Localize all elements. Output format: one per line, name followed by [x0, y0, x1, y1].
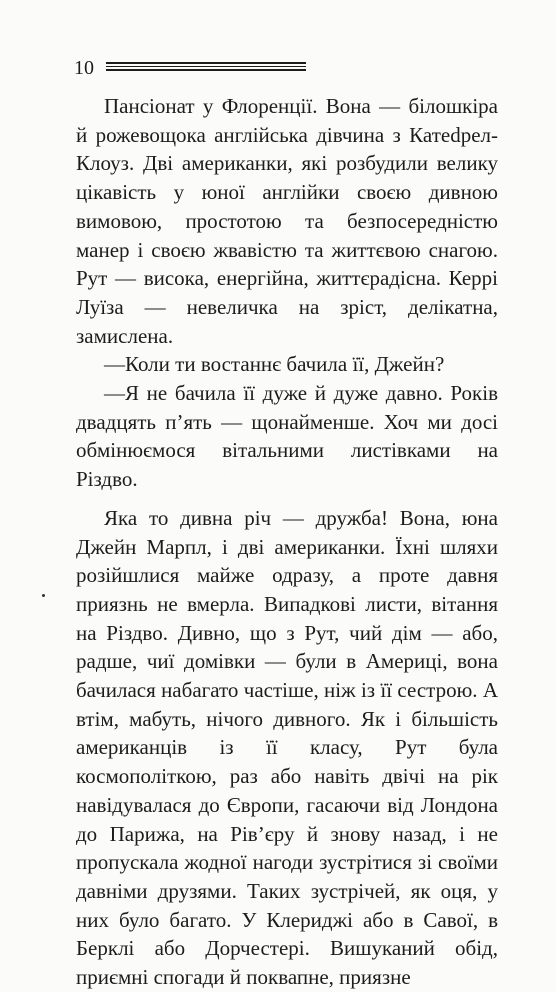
header-rule-line [106, 62, 306, 64]
body-text [76, 92, 498, 992]
paragraph-pension-florence: Пансіонат у Флоренції. Вона — білошкіра й рожевощока англійська дівчина з Катеdрел-Клоуз. Дві американки, які розбудили велику цікавість у юної англійки своєю дивною вимовою, простотою та безпосередністю манер і своєю жвавістю та життєвою снагою. Рут — висока, енергійна, життєрадісна. Керрі Луїза — невеличка на зріст, делікатна, замислена. [76, 94, 498, 348]
header-rule-line [106, 66, 306, 67]
paragraph-friendship: Яка то дивна річ — дружба! Вона, юна Джейн Марпл, і дві американки. Їхні шляхи розійшлися майже одразу, а проте давня приязнь не вмерла. Випадкові листи, вітання на Різдво. Дивно, що з Рут, чий дім — або, радше, чиї домівки — були в Америці, вона бачилася набагато частіше, ніж із її сестрою. А втім, мабуть, нічого дивного. Як і більшість американців із її класу, Рут була космополіткою, раз або навіть двічі на рік навідувалася до Європи, гасаючи від Лондона до Парижа, на Рів’єру й знову назад, і не пропускала жодної нагоди зустрітися зі своїми давніми друзями. Таких зустрічей, як оця, у них було багато. У Клериджі або в Савої, в Берклі або Дорчестері. Вишуканий обід, приємні спогади й поквапне, приязне [76, 505, 498, 990]
page-number: 10 [74, 57, 94, 79]
dialogue-line-answer: —Я не бачила її дуже й дуже давно. Років двадцять п’ять — щонайменше. Хоч ми досі обмінюємося вітальними листівками на Різдво. [76, 381, 498, 492]
dialogue-line-question: —Коли ти востаннє бачила її, Джейн? [104, 352, 445, 377]
print-speck [42, 594, 45, 597]
header-rule [106, 62, 306, 72]
header-rule-line [106, 69, 306, 71]
